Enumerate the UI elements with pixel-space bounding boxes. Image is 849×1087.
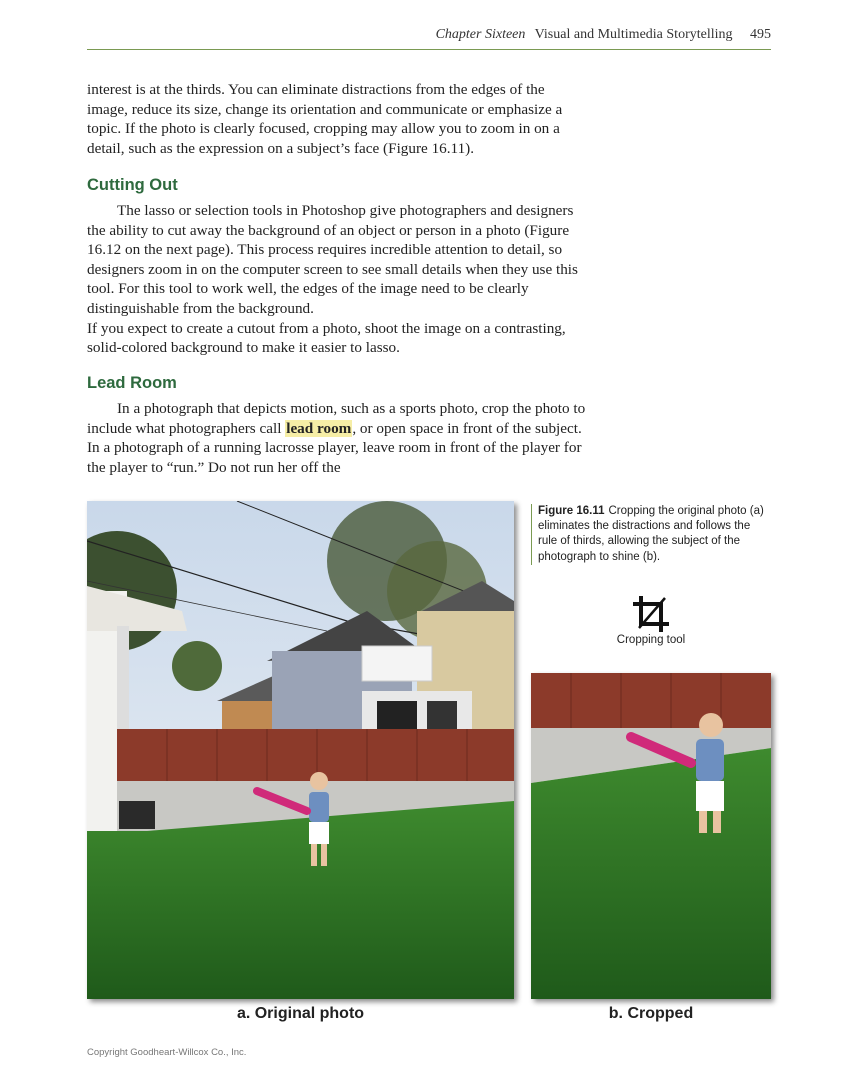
cutting-out-paragraph: The lasso or selection tools in Photoshop give photographers and designers the ability to cut away the background of an object or person in a photo (Figure 16.12 on the next page). This process requires incredible attention to detail, so designers zoom in on the computer screen to see small details when they use this tool. For this tool to work well, the edges of the image need to be clearly distinguishable from the background. <box>87 202 578 317</box>
intro-paragraph <box>87 80 587 158</box>
cropped-photo-illustration <box>531 673 771 999</box>
lead-room-paragraph <box>87 399 587 477</box>
lead-room-text-start: In a photograph that depicts motion, such as a sports photo, crop the photo to include what photographers call <box>87 400 586 437</box>
heading-lead-room: Lead Room <box>87 374 177 392</box>
keyword-lead-room: lead room <box>286 419 352 437</box>
figure-number: Figure 16.11 <box>538 505 605 517</box>
original-photo-illustration <box>87 501 514 999</box>
page-number: 495 <box>750 27 771 42</box>
copyright-footer: Copyright Goodheart-Willcox Co., Inc. <box>87 1047 247 1058</box>
chapter-label: Chapter Sixteen <box>435 27 526 42</box>
cutting-out-body <box>87 201 587 358</box>
running-header <box>87 27 771 50</box>
chapter-title: Visual and Multimedia Storytelling <box>534 27 733 42</box>
original-photo <box>87 501 514 999</box>
label-cropped-photo: b. Cropped <box>608 1005 694 1022</box>
lead-room-text-end: , or open space in front of the subject. In a photograph of a running lacrosse player, leave room in front of the player for the player to “run.” Do not run her off the <box>87 419 582 476</box>
figure-caption <box>531 504 768 565</box>
crop-icon <box>631 594 671 634</box>
cropped-photo <box>531 673 771 999</box>
figure-caption-text: Cropping the original photo (a) eliminates the distractions and follows the rule of thirds, allowing the subject of the photograph to shine (b). <box>538 505 764 563</box>
lead-room-body <box>87 399 587 477</box>
intro-text: interest is at the thirds. You can eliminate distractions from the edges of the image, reduce its size, change its orientation and communicate or emphasize a topic. If the photo is clearly focused, cropping may allow you to zoom in on a detail, such as the expression on a subject’s face (Figure 16.11). <box>87 81 563 157</box>
heading-cutting-out: Cutting Out <box>87 176 178 194</box>
cropping-tool-label: Cropping tool <box>616 634 686 646</box>
cutting-out-paragraph-2: If you expect to create a cutout from a photo, shoot the image on a contrasting, solid-colored background to make it easier to lasso. <box>87 319 566 357</box>
label-original-photo: a. Original photo <box>236 1005 365 1022</box>
